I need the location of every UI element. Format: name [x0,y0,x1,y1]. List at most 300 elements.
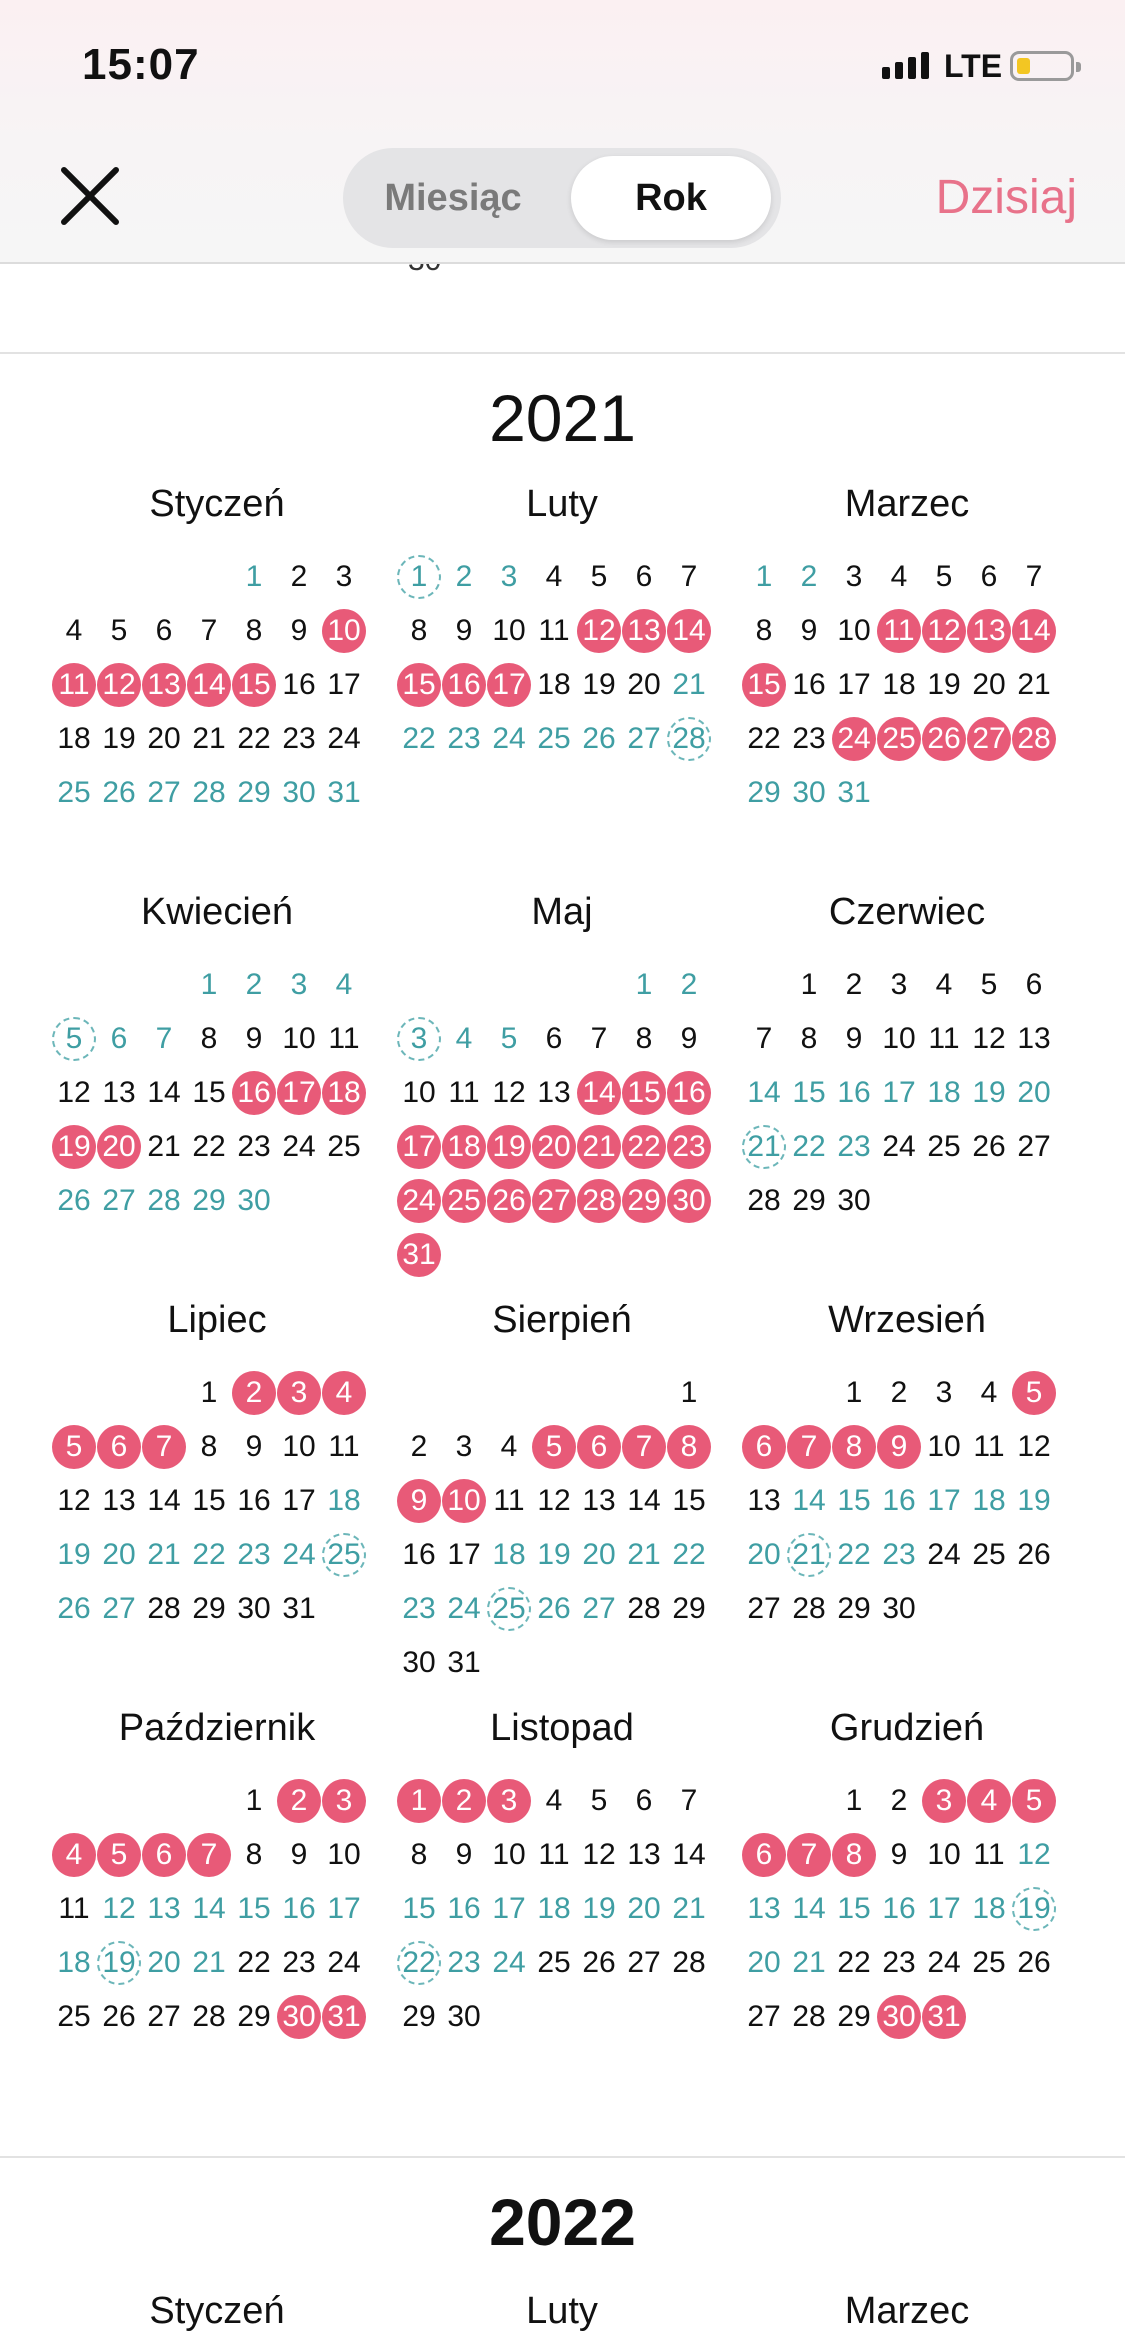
day-number[interactable]: 10 [882,1022,916,1055]
day-number[interactable]: 15 [192,1076,226,1109]
day-number[interactable]: 4 [890,560,908,593]
fertile-day[interactable]: 20 [582,1538,616,1571]
day-number[interactable]: 18 [882,668,916,701]
period-day[interactable]: 3 [322,1779,366,1823]
day-number[interactable]: 22 [192,1130,226,1163]
day-number[interactable]: 8 [200,1430,218,1463]
day-number[interactable]: 10 [492,1838,526,1871]
day-number[interactable]: 20 [147,722,181,755]
fertile-day[interactable]: 24 [492,722,526,755]
fertile-day[interactable]: 20 [1017,1076,1051,1109]
period-day[interactable]: 17 [277,1071,321,1115]
period-day[interactable]: 13 [967,609,1011,653]
day-number[interactable]: 22 [747,722,781,755]
day-number[interactable]: 7 [590,1022,608,1055]
period-day[interactable]: 27 [532,1179,576,1223]
period-day[interactable]: 20 [532,1125,576,1169]
day-number[interactable]: 27 [1017,1130,1051,1163]
day-number[interactable]: 17 [837,668,871,701]
day-number[interactable]: 28 [747,1184,781,1217]
period-day[interactable]: 6 [742,1425,786,1469]
fertile-day[interactable]: 22 [792,1130,826,1163]
day-number[interactable]: 11 [328,1430,360,1463]
period-day[interactable]: 24 [397,1179,441,1223]
day-number[interactable]: 22 [837,1946,871,1979]
day-number[interactable]: 24 [927,1946,961,1979]
fertile-day[interactable]: 21 [147,1538,181,1571]
period-day[interactable]: 5 [1012,1779,1056,1823]
day-number[interactable]: 10 [927,1838,961,1871]
day-number[interactable]: 7 [1025,560,1043,593]
day-number[interactable]: 11 [973,1838,1005,1871]
day-number[interactable]: 23 [237,1130,271,1163]
period-day[interactable]: 5 [1012,1371,1056,1415]
fertile-day[interactable]: 4 [455,1022,473,1055]
day-number[interactable]: 19 [582,668,616,701]
fertile-day[interactable]: 13 [147,1892,181,1925]
day-number[interactable]: 25 [537,1946,571,1979]
day-number[interactable]: 7 [200,614,218,647]
day-number[interactable]: 7 [680,1784,698,1817]
day-number[interactable]: 26 [582,1946,616,1979]
period-day[interactable]: 14 [667,609,711,653]
period-day[interactable]: 30 [277,1995,321,2039]
day-number[interactable]: 28 [672,1946,706,1979]
today-button[interactable]: Dzisiaj [935,171,1077,224]
day-number[interactable]: 1 [680,1376,698,1409]
day-number[interactable]: 16 [282,668,316,701]
period-day[interactable]: 18 [322,1071,366,1115]
fertile-day[interactable]: 28 [147,1184,181,1217]
fertile-day[interactable]: 12 [1017,1838,1051,1871]
fertile-day[interactable]: 15 [237,1892,271,1925]
period-day[interactable]: 17 [397,1125,441,1169]
period-day[interactable]: 7 [622,1425,666,1469]
fertile-day[interactable]: 16 [882,1484,916,1517]
day-number[interactable]: 11 [928,1022,960,1055]
ovulation-day[interactable]: 25 [487,1587,531,1631]
period-day[interactable]: 31 [322,1995,366,2039]
day-number[interactable]: 29 [837,1592,871,1625]
day-number[interactable]: 5 [980,968,998,1001]
fertile-day[interactable]: 22 [402,722,436,755]
day-number[interactable]: 6 [1025,968,1043,1001]
day-number[interactable]: 9 [845,1022,863,1055]
day-number[interactable]: 27 [747,2000,781,2033]
day-number[interactable]: 25 [327,1130,361,1163]
period-day[interactable]: 15 [397,663,441,707]
period-day[interactable]: 3 [277,1371,321,1415]
day-number[interactable]: 29 [837,2000,871,2033]
period-day[interactable]: 2 [232,1371,276,1415]
fertile-day[interactable]: 26 [537,1592,571,1625]
day-number[interactable]: 10 [282,1430,316,1463]
period-day[interactable]: 2 [442,1779,486,1823]
day-number[interactable]: 27 [147,2000,181,2033]
day-number[interactable]: 11 [58,1892,90,1925]
day-number[interactable]: 10 [927,1430,961,1463]
day-number[interactable]: 8 [755,614,773,647]
fertile-day[interactable]: 3 [500,560,518,593]
fertile-day[interactable]: 1 [635,968,653,1001]
period-day[interactable]: 6 [577,1425,621,1469]
day-number[interactable]: 8 [410,1838,428,1871]
day-number[interactable]: 15 [192,1484,226,1517]
day-number[interactable]: 12 [537,1484,571,1517]
fertile-day[interactable]: 22 [672,1538,706,1571]
period-day[interactable]: 15 [622,1071,666,1115]
day-number[interactable]: 29 [237,2000,271,2033]
ovulation-day[interactable]: 21 [742,1125,786,1169]
fertile-day[interactable]: 16 [282,1892,316,1925]
day-number[interactable]: 5 [590,560,608,593]
day-number[interactable]: 29 [192,1592,226,1625]
period-day[interactable]: 9 [397,1479,441,1523]
fertile-day[interactable]: 18 [327,1484,361,1517]
day-number[interactable]: 14 [147,1484,181,1517]
period-day[interactable]: 8 [832,1425,876,1469]
day-number[interactable]: 1 [845,1784,863,1817]
day-number[interactable]: 23 [792,722,826,755]
ovulation-day[interactable]: 5 [52,1017,96,1061]
fertile-day[interactable]: 23 [402,1592,436,1625]
fertile-day[interactable]: 1 [755,560,773,593]
day-number[interactable]: 20 [972,668,1006,701]
fertile-day[interactable]: 4 [335,968,353,1001]
fertile-day[interactable]: 19 [1017,1484,1051,1517]
period-day[interactable]: 5 [52,1425,96,1469]
day-number[interactable]: 10 [492,614,526,647]
fertile-day[interactable]: 23 [237,1538,271,1571]
day-number[interactable]: 23 [282,1946,316,1979]
ovulation-day[interactable]: 21 [787,1533,831,1577]
fertile-day[interactable]: 19 [972,1076,1006,1109]
fertile-day[interactable]: 22 [837,1538,871,1571]
period-day[interactable]: 2 [277,1779,321,1823]
period-day[interactable]: 12 [577,609,621,653]
fertile-day[interactable]: 16 [837,1076,871,1109]
period-day[interactable]: 30 [877,1995,921,2039]
period-day[interactable]: 16 [442,663,486,707]
day-number[interactable]: 16 [792,668,826,701]
period-day[interactable]: 13 [622,609,666,653]
day-number[interactable]: 27 [747,1592,781,1625]
day-number[interactable]: 11 [538,1838,570,1871]
period-day[interactable]: 5 [532,1425,576,1469]
period-day[interactable]: 25 [877,717,921,761]
fertile-day[interactable]: 1 [245,560,263,593]
day-number[interactable]: 8 [635,1022,653,1055]
day-number[interactable]: 17 [327,668,361,701]
day-number[interactable]: 5 [110,614,128,647]
period-day[interactable]: 3 [487,1779,531,1823]
day-number[interactable]: 29 [402,2000,436,2033]
day-number[interactable]: 3 [845,560,863,593]
day-number[interactable]: 13 [627,1838,661,1871]
segment-year[interactable]: Rok [571,156,771,240]
day-number[interactable]: 27 [627,1946,661,1979]
period-day[interactable]: 16 [667,1071,711,1115]
day-number[interactable]: 12 [1017,1430,1051,1463]
day-number[interactable]: 8 [410,614,428,647]
day-number[interactable]: 9 [290,614,308,647]
day-number[interactable]: 28 [147,1592,181,1625]
fertile-day[interactable]: 7 [155,1022,173,1055]
ovulation-day[interactable]: 3 [397,1017,441,1061]
fertile-day[interactable]: 23 [837,1130,871,1163]
fertile-day[interactable]: 2 [800,560,818,593]
day-number[interactable]: 13 [1017,1022,1051,1055]
fertile-day[interactable]: 20 [747,1946,781,1979]
day-number[interactable]: 30 [447,2000,481,2033]
day-number[interactable]: 9 [290,1838,308,1871]
period-day[interactable]: 19 [52,1125,96,1169]
day-number[interactable]: 12 [972,1022,1006,1055]
period-day[interactable]: 10 [442,1479,486,1523]
fertile-day[interactable]: 3 [290,968,308,1001]
fertile-day[interactable]: 29 [747,776,781,809]
period-day[interactable]: 30 [667,1179,711,1223]
period-day[interactable]: 24 [832,717,876,761]
fertile-day[interactable]: 17 [492,1892,526,1925]
fertile-day[interactable]: 18 [492,1538,526,1571]
day-number[interactable]: 2 [410,1430,428,1463]
day-number[interactable]: 10 [327,1838,361,1871]
day-number[interactable]: 25 [972,1538,1006,1571]
day-number[interactable]: 24 [282,1130,316,1163]
day-number[interactable]: 9 [890,1838,908,1871]
period-day[interactable]: 11 [877,609,921,653]
day-number[interactable]: 18 [537,668,571,701]
day-number[interactable]: 30 [402,1646,436,1679]
day-number[interactable]: 6 [545,1022,563,1055]
period-day[interactable]: 26 [487,1179,531,1223]
day-number[interactable]: 6 [635,560,653,593]
day-number[interactable]: 9 [455,614,473,647]
day-number[interactable]: 4 [545,1784,563,1817]
day-number[interactable]: 10 [282,1022,316,1055]
fertile-day[interactable]: 15 [837,1892,871,1925]
fertile-day[interactable]: 17 [882,1076,916,1109]
period-day[interactable]: 7 [142,1425,186,1469]
day-number[interactable]: 8 [200,1022,218,1055]
period-day[interactable]: 10 [322,609,366,653]
fertile-day[interactable]: 31 [837,776,871,809]
day-number[interactable]: 17 [447,1538,481,1571]
period-day[interactable]: 26 [922,717,966,761]
fertile-day[interactable]: 6 [110,1022,128,1055]
day-number[interactable]: 13 [537,1076,571,1109]
day-number[interactable]: 9 [455,1838,473,1871]
day-number[interactable]: 12 [582,1838,616,1871]
fertile-day[interactable]: 12 [102,1892,136,1925]
day-number[interactable]: 4 [935,968,953,1001]
fertile-day[interactable]: 18 [972,1484,1006,1517]
close-button[interactable] [58,164,122,228]
period-day[interactable]: 14 [187,663,231,707]
fertile-day[interactable]: 21 [672,1892,706,1925]
fertile-day[interactable]: 2 [455,560,473,593]
day-number[interactable]: 28 [192,2000,226,2033]
day-number[interactable]: 4 [545,560,563,593]
day-number[interactable]: 14 [672,1838,706,1871]
fertile-day[interactable]: 1 [200,968,218,1001]
fertile-day[interactable]: 21 [627,1538,661,1571]
period-day[interactable]: 7 [787,1833,831,1877]
day-number[interactable]: 30 [882,1592,916,1625]
period-day[interactable]: 4 [967,1779,1011,1823]
period-day[interactable]: 7 [787,1425,831,1469]
day-number[interactable]: 11 [328,1022,360,1055]
fertile-day[interactable]: 27 [147,776,181,809]
day-number[interactable]: 5 [590,1784,608,1817]
fertile-day[interactable]: 30 [237,1184,271,1217]
day-number[interactable]: 10 [837,614,871,647]
fertile-day[interactable]: 21 [192,1946,226,1979]
day-number[interactable]: 8 [800,1022,818,1055]
period-day[interactable]: 17 [487,663,531,707]
fertile-day[interactable]: 29 [192,1184,226,1217]
fertile-day[interactable]: 27 [627,722,661,755]
day-number[interactable]: 21 [1017,668,1051,701]
day-number[interactable]: 2 [290,560,308,593]
fertile-day[interactable]: 18 [927,1076,961,1109]
fertile-day[interactable]: 18 [537,1892,571,1925]
day-number[interactable]: 10 [402,1076,436,1109]
day-number[interactable]: 21 [192,722,226,755]
fertile-day[interactable]: 26 [102,776,136,809]
fertile-day[interactable]: 28 [192,776,226,809]
period-day[interactable]: 8 [667,1425,711,1469]
day-number[interactable]: 24 [882,1130,916,1163]
day-number[interactable]: 21 [147,1130,181,1163]
fertile-day[interactable]: 20 [747,1538,781,1571]
ovulation-day[interactable]: 25 [322,1533,366,1577]
day-number[interactable]: 13 [102,1484,136,1517]
period-day[interactable]: 4 [322,1371,366,1415]
day-number[interactable]: 3 [335,560,353,593]
day-number[interactable]: 24 [327,1946,361,1979]
period-day[interactable]: 6 [142,1833,186,1877]
day-number[interactable]: 19 [102,722,136,755]
fertile-day[interactable]: 15 [402,1892,436,1925]
period-day[interactable]: 21 [577,1125,621,1169]
day-number[interactable]: 14 [627,1484,661,1517]
day-number[interactable]: 15 [672,1484,706,1517]
period-day[interactable]: 13 [142,663,186,707]
day-number[interactable]: 28 [792,2000,826,2033]
day-number[interactable]: 31 [282,1592,316,1625]
day-number[interactable]: 13 [102,1076,136,1109]
period-day[interactable]: 22 [622,1125,666,1169]
period-day[interactable]: 6 [97,1425,141,1469]
day-number[interactable]: 22 [237,722,271,755]
fertile-day[interactable]: 17 [927,1892,961,1925]
day-number[interactable]: 25 [57,2000,91,2033]
day-number[interactable]: 26 [972,1130,1006,1163]
ovulation-day[interactable]: 22 [397,1941,441,1985]
fertile-day[interactable]: 17 [927,1484,961,1517]
day-number[interactable]: 18 [57,722,91,755]
day-number[interactable]: 26 [1017,1946,1051,1979]
day-number[interactable]: 25 [927,1130,961,1163]
day-number[interactable]: 26 [102,2000,136,2033]
day-number[interactable]: 2 [890,1784,908,1817]
fertile-day[interactable]: 26 [582,722,616,755]
day-number[interactable]: 8 [245,1838,263,1871]
day-number[interactable]: 4 [65,614,83,647]
fertile-day[interactable]: 25 [57,776,91,809]
day-number[interactable]: 16 [402,1538,436,1571]
period-day[interactable]: 18 [442,1125,486,1169]
fertile-day[interactable]: 27 [102,1592,136,1625]
day-number[interactable]: 3 [935,1376,953,1409]
period-day[interactable]: 15 [742,663,786,707]
fertile-day[interactable]: 26 [57,1184,91,1217]
day-number[interactable]: 30 [237,1592,271,1625]
fertile-day[interactable]: 27 [582,1592,616,1625]
period-day[interactable]: 14 [1012,609,1056,653]
day-number[interactable]: 20 [627,668,661,701]
day-number[interactable]: 3 [890,968,908,1001]
day-number[interactable]: 9 [245,1022,263,1055]
ovulation-day[interactable]: 19 [97,1941,141,1985]
period-day[interactable]: 12 [97,663,141,707]
day-number[interactable]: 2 [845,968,863,1001]
period-day[interactable]: 28 [1012,717,1056,761]
fertile-day[interactable]: 31 [327,776,361,809]
segment-month[interactable]: Miesiąc [384,177,522,219]
fertile-day[interactable]: 13 [747,1892,781,1925]
fertile-day[interactable]: 24 [282,1538,316,1571]
fertile-day[interactable]: 18 [972,1892,1006,1925]
ovulation-day[interactable]: 1 [397,555,441,599]
fertile-day[interactable]: 18 [57,1946,91,1979]
day-number[interactable]: 11 [448,1076,480,1109]
period-day[interactable]: 15 [232,663,276,707]
day-number[interactable]: 16 [237,1484,271,1517]
fertile-day[interactable]: 30 [282,776,316,809]
day-number[interactable]: 8 [245,614,263,647]
day-number[interactable]: 23 [882,1946,916,1979]
day-number[interactable]: 9 [800,614,818,647]
period-day[interactable]: 4 [52,1833,96,1877]
period-day[interactable]: 31 [922,1995,966,2039]
day-number[interactable]: 12 [57,1484,91,1517]
fertile-day[interactable]: 30 [792,776,826,809]
fertile-day[interactable]: 2 [245,968,263,1001]
fertile-day[interactable]: 21 [672,668,706,701]
fertile-day[interactable]: 5 [500,1022,518,1055]
period-day[interactable]: 20 [97,1125,141,1169]
day-number[interactable]: 13 [747,1484,781,1517]
fertile-day[interactable]: 20 [627,1892,661,1925]
period-day[interactable]: 27 [967,717,1011,761]
fertile-day[interactable]: 16 [447,1892,481,1925]
fertile-day[interactable]: 14 [792,1892,826,1925]
day-number[interactable]: 9 [245,1430,263,1463]
day-number[interactable]: 13 [582,1484,616,1517]
period-day[interactable]: 5 [97,1833,141,1877]
period-day[interactable]: 31 [397,1233,441,1277]
day-number[interactable]: 11 [538,614,570,647]
day-number[interactable]: 2 [890,1376,908,1409]
fertile-day[interactable]: 22 [192,1538,226,1571]
fertile-day[interactable]: 16 [882,1892,916,1925]
period-day[interactable]: 19 [487,1125,531,1169]
day-number[interactable]: 14 [147,1076,181,1109]
day-number[interactable]: 17 [282,1484,316,1517]
